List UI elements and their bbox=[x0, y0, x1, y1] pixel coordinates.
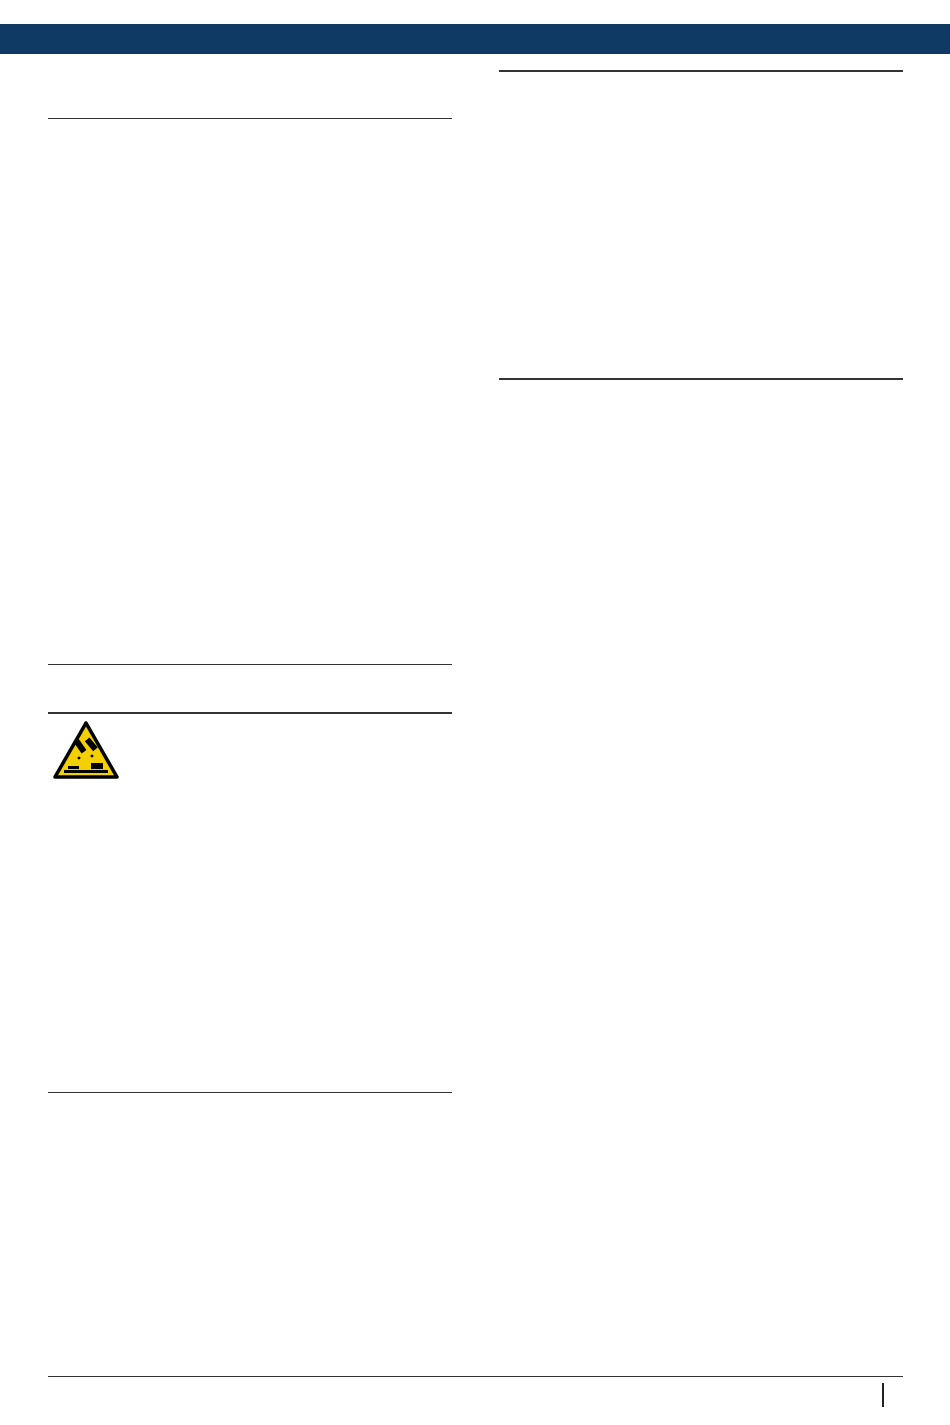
corrosive-hazard-warning-icon bbox=[52, 720, 120, 780]
footer-separator bbox=[882, 1383, 884, 1407]
footer-rule bbox=[48, 1376, 903, 1377]
warning-box-top-rule bbox=[48, 712, 452, 714]
warning-box-bottom-rule bbox=[48, 1092, 452, 1093]
footer-meta bbox=[860, 1383, 902, 1407]
section-2-4-bullet bbox=[499, 432, 515, 480]
section-divider bbox=[48, 118, 452, 119]
section-divider bbox=[499, 70, 903, 72]
page-header-bar bbox=[0, 24, 950, 54]
section-divider bbox=[499, 378, 903, 380]
section-divider bbox=[48, 664, 452, 665]
